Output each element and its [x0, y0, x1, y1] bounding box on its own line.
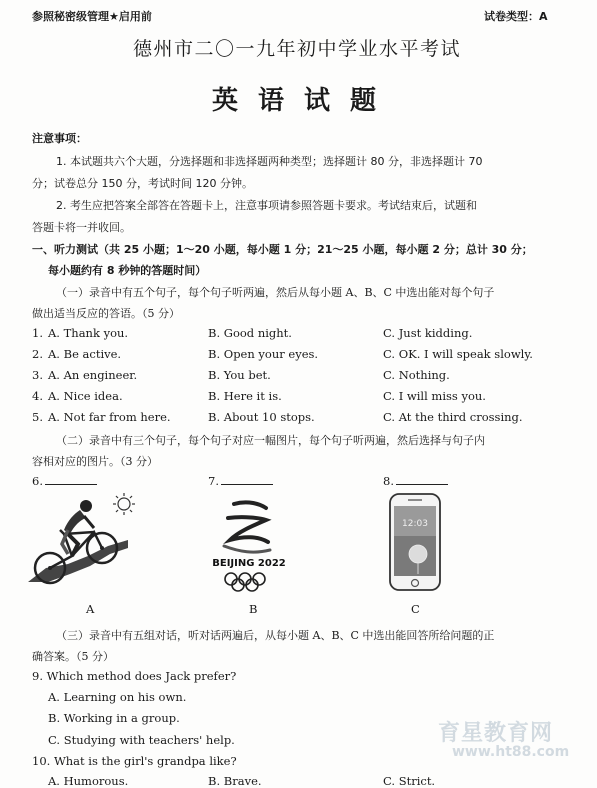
question-1-option-a: A. Thank you. — [48, 326, 129, 340]
question-10: 10. What is the girl's grandpa like? — [32, 754, 237, 768]
question-10-option-c: C. Strict. — [383, 774, 436, 788]
section2-instruction-line-2: 容相对应的图片。（3 分） — [32, 455, 158, 468]
paper-type-label: 试卷类型：A — [484, 10, 548, 23]
question-10-option-a: A. Humorous. — [48, 774, 129, 788]
section2-instruction-line-1: （二）录音中有三个句子，每个句子对应一幅图片，每个句子听两遍，然后选择与句子内 — [56, 434, 485, 447]
part1-heading-line-2: 每小题约有 8 秒钟的答题时间） — [48, 264, 207, 277]
question-9-option-a: A. Learning on his own. — [48, 690, 187, 704]
note-item-2-line-1: 2. 考生应把答案全部答在答题卡上，注意事项请参照答题卡要求。考试结束后，试题和 — [56, 199, 477, 212]
question-4-option-a: A. Nice idea. — [48, 389, 123, 403]
note-item-1-line-2: 分；试卷总分 150 分，考试时间 120 分钟。 — [32, 177, 253, 190]
picture-label-b: B — [249, 602, 258, 616]
rider-helmet — [80, 500, 92, 512]
section1-instruction-line-1: （一）录音中有五个句子，每个句子听两遍，然后从每小题 A、B、C 中选出能对每个句子 — [56, 286, 495, 299]
question-3-option-a: A. An engineer. — [48, 368, 138, 382]
question-9-option-c: C. Studying with teachers' help. — [48, 733, 235, 747]
section3-instruction-line-2: 确答案。（5 分） — [32, 650, 114, 663]
logo-text: BEIJING 2022 — [212, 558, 286, 569]
answer-blank-8 — [396, 474, 448, 485]
sun-icon — [113, 493, 135, 515]
note-item-1-line-1: 1. 本试题共六个大题，分选择题和非选择题两种类型；选择题计 80 分，非选择题计 70 — [56, 155, 483, 168]
section1-instruction-line-2: 做出适当反应的答语。（5 分） — [32, 307, 180, 320]
picture-question-6 — [32, 474, 97, 488]
picture-question-8-number: 8. — [383, 474, 394, 488]
subject-title: 英语试题 — [212, 86, 397, 116]
question-9: 9. Which method does Jack prefer? — [32, 669, 237, 683]
question-3-option-b: B. You bet. — [208, 368, 271, 382]
beijing-2022-logo — [204, 496, 294, 592]
question-5-option-b: B. About 10 stops. — [208, 410, 315, 424]
question-1-number: 1. — [32, 326, 43, 340]
question-4-number: 4. — [32, 389, 43, 403]
question-3-option-c: C. Nothing. — [383, 368, 450, 382]
watermark-logo-text: 育星教育网 — [438, 721, 554, 746]
question-5-number: 5. — [32, 410, 43, 424]
watermark-url: www.ht88.com — [452, 744, 570, 760]
notes-heading: 注意事项： — [32, 132, 87, 145]
picture-question-6-number: 6. — [32, 474, 43, 488]
picture-question-7 — [208, 474, 273, 488]
question-9-option-b: B. Working in a group. — [48, 711, 180, 725]
question-4-option-c: C. I will miss you. — [383, 389, 486, 403]
question-3-number: 3. — [32, 368, 43, 382]
question-5-option-c: C. At the third crossing. — [383, 410, 523, 424]
olympic-rings-icon — [225, 573, 265, 591]
part1-heading-line-1: 一、听力测试（共 25 小题；1～20 小题，每小题 1 分；21～25 小题，每小题 2 分；总计 30 分； — [32, 243, 533, 256]
question-2-option-a: A. Be active. — [48, 347, 122, 361]
smartphone-picture — [388, 492, 442, 592]
picture-label-a: A — [86, 602, 95, 616]
cyclist-picture — [28, 490, 138, 590]
answer-blank-6 — [45, 474, 97, 485]
question-2-number: 2. — [32, 347, 43, 361]
answer-blank-7 — [221, 474, 273, 485]
phone-time: 12:03 — [402, 519, 428, 529]
question-1-option-c: C. Just kidding. — [383, 326, 473, 340]
picture-label-c: C — [411, 602, 420, 616]
section3-instruction-line-1: （三）录音中有五组对话，听对话两遍后，从每小题 A、B、C 中选出能回答所给问题的正 — [56, 629, 495, 642]
note-item-2-line-2: 答题卡将一并收回。 — [32, 221, 131, 234]
question-4-option-b: B. Here it is. — [208, 389, 282, 403]
question-2-option-c: C. OK. I will speak slowly. — [383, 347, 533, 361]
question-2-option-b: B. Open your eyes. — [208, 347, 319, 361]
picture-question-7-number: 7. — [208, 474, 219, 488]
confidentiality-label: 参照秘密级管理★启用前 — [32, 10, 152, 23]
picture-question-8 — [383, 474, 448, 488]
exam-title: 德州市二〇一九年初中学业水平考试 — [133, 38, 462, 60]
question-10-option-b: B. Brave. — [208, 774, 262, 788]
question-5-option-a: A. Not far from here. — [48, 410, 171, 424]
question-1-option-b: B. Good night. — [208, 326, 292, 340]
